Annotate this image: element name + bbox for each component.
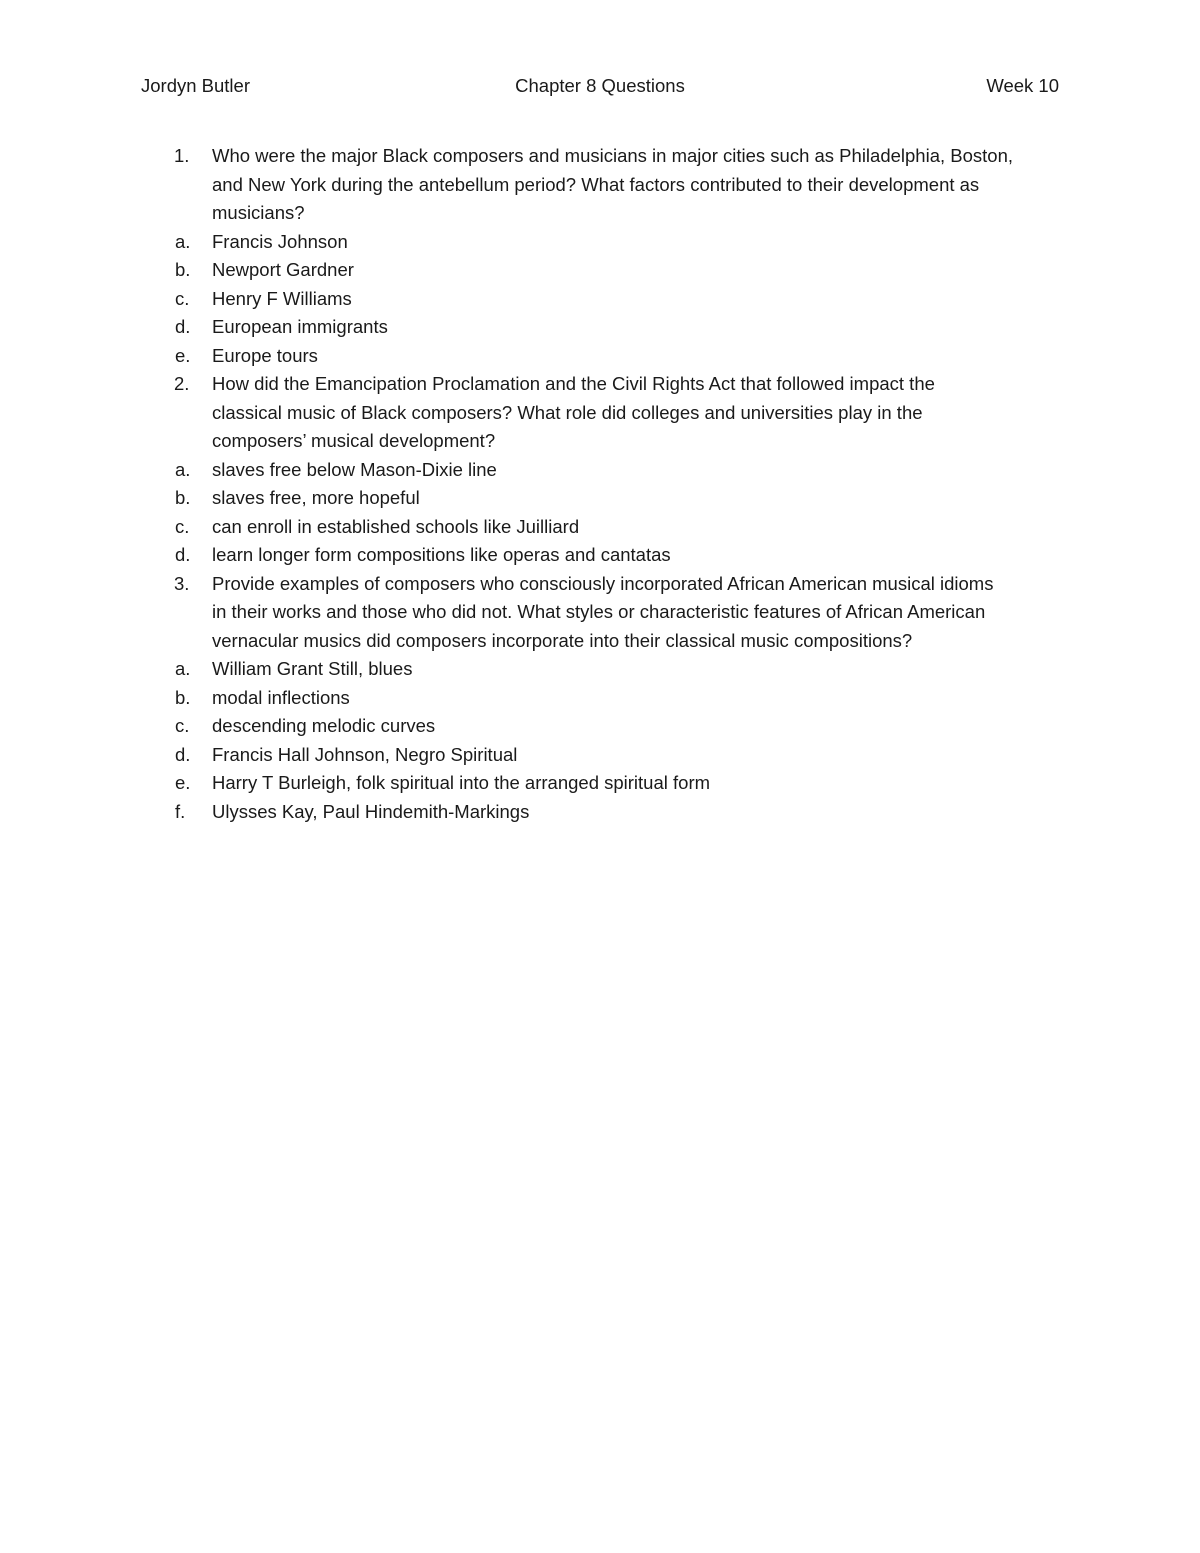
answer-item <box>141 655 1059 684</box>
question-line: Provide examples of composers who consciously incorporated African American musical idioms <box>212 572 994 594</box>
answer-item <box>141 798 1059 827</box>
answer-item <box>141 228 1059 257</box>
answer-letter: e. <box>175 772 191 793</box>
answer-letter: c. <box>175 287 190 309</box>
answer-list-1 <box>141 228 1059 371</box>
answer-item <box>141 313 1059 342</box>
answer-text: Harry T Burleigh, folk spiritual into the arranged spiritual form <box>212 772 711 793</box>
answer-letter: f. <box>175 800 186 822</box>
question-line: classical music of Black composers? What role did colleges and universities play in the <box>212 401 923 423</box>
answer-text: modal inflections <box>212 686 350 708</box>
answer-item <box>141 456 1059 485</box>
answer-letter: c. <box>175 715 190 736</box>
question-line: vernacular musics did composers incorporate into their classical music compositions? <box>212 629 913 651</box>
question-line: in their works and those who did not. What styles or characteristic features of African American <box>212 601 986 622</box>
header-title: Chapter 8 Questions <box>515 75 685 96</box>
question-line: musicians? <box>212 202 305 223</box>
question-line: and New York during the antebellum period? What factors contributed to their development as <box>212 173 980 195</box>
answer-text: Francis Hall Johnson, Negro Spiritual <box>212 743 518 765</box>
answer-letter: a. <box>175 458 191 480</box>
question-2 <box>141 370 1059 456</box>
answer-letter: d. <box>175 316 191 337</box>
question-line: How did the Emancipation Proclamation and the Civil Rights Act that followed impact the <box>212 373 935 394</box>
answer-letter: a. <box>175 230 191 252</box>
answer-text: Ulysses Kay, Paul Hindemith-Markings <box>212 800 530 822</box>
answer-letter: b. <box>175 686 191 708</box>
question-line: Who were the major Black composers and musicians in major cities such as Philadelphia, Boston, <box>212 145 1014 166</box>
answer-item <box>141 285 1059 314</box>
answer-text: European immigrants <box>212 316 388 337</box>
answer-text: slaves free, more hopeful <box>212 487 420 508</box>
question-number: 1. <box>174 145 190 166</box>
question-number: 3. <box>174 572 190 594</box>
answer-letter: d. <box>175 743 191 765</box>
answer-item <box>141 342 1059 371</box>
answer-letter: c. <box>175 515 190 537</box>
answer-text: Europe tours <box>212 344 318 366</box>
answer-text: Francis Johnson <box>212 230 348 252</box>
answer-item <box>141 513 1059 542</box>
header-author: Jordyn Butler <box>141 75 250 96</box>
answer-text: William Grant Still, blues <box>212 658 413 679</box>
answer-item <box>141 712 1059 741</box>
answer-text: Newport Gardner <box>212 259 354 280</box>
page-header <box>141 73 1059 99</box>
question-text <box>212 570 1059 656</box>
answer-text: Henry F Williams <box>212 287 352 309</box>
answer-text: slaves free below Mason-Dixie line <box>212 458 497 480</box>
question-text <box>212 370 1059 456</box>
answer-list-2 <box>141 456 1059 570</box>
answer-letter: d. <box>175 544 191 565</box>
question-number: 2. <box>174 373 190 394</box>
answer-letter: a. <box>175 658 191 679</box>
question-3 <box>141 570 1059 656</box>
header-week: Week 10 <box>986 75 1059 96</box>
answer-item <box>141 769 1059 798</box>
document-body <box>141 142 1059 826</box>
answer-letter: e. <box>175 344 191 366</box>
question-1 <box>141 142 1059 228</box>
answer-item <box>141 684 1059 713</box>
answer-item <box>141 484 1059 513</box>
answer-text: can enroll in established schools like Juilliard <box>212 515 580 537</box>
answer-text: descending melodic curves <box>212 715 436 736</box>
answer-text: learn longer form compositions like operas and cantatas <box>212 544 671 565</box>
answer-letter: b. <box>175 487 191 508</box>
answer-item <box>141 256 1059 285</box>
question-text <box>212 142 1059 228</box>
answer-item <box>141 741 1059 770</box>
question-line: composers’ musical development? <box>212 430 496 451</box>
answer-letter: b. <box>175 259 191 280</box>
answer-item <box>141 541 1059 570</box>
answer-list-3 <box>141 655 1059 826</box>
